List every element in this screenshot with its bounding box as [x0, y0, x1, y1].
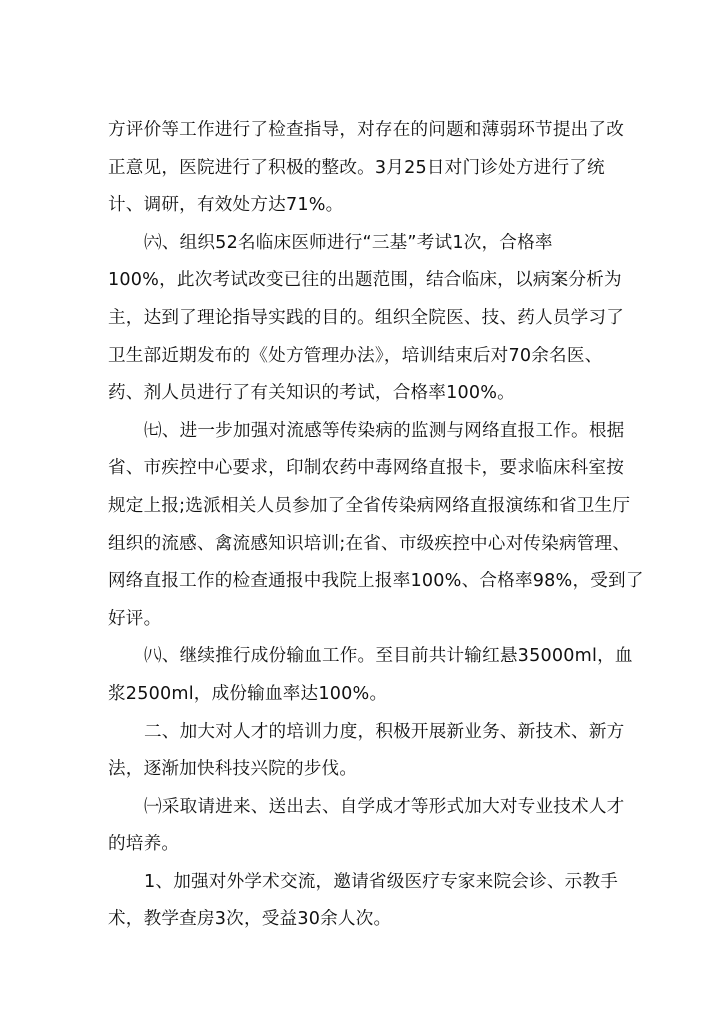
- paragraph: [108, 112, 633, 225]
- text-line: 100%，此次考试改变已往的出题范围，结合临床，以病案分析为: [108, 270, 622, 291]
- text-line: 好评。: [108, 608, 162, 629]
- text-line: 术，教学查房3次，受益30余人次。: [108, 909, 392, 930]
- text-line: ㈠采取请进来、送出去、自学成才等形式加大对专业技术人才: [144, 796, 625, 817]
- text-line: 法，逐渐加快科技兴院的步伐。: [108, 759, 358, 780]
- paragraph: [108, 864, 633, 939]
- paragraph: [108, 638, 633, 713]
- text-line: 组织的流感、禽流感知识培训;在省、市级疾控中心对传染病管理、: [108, 533, 631, 554]
- text-line: 1、加强对外学术交流，邀请省级医疗专家来院会诊、示教手: [144, 871, 619, 892]
- paragraph: [108, 714, 633, 789]
- text-line: 卫生部近期发布的《处方管理办法》，培训结束后对70余名医、: [108, 345, 603, 366]
- document-body: [108, 112, 644, 939]
- text-line: 规定上报;选派相关人员参加了全省传染病网络直报演练和省卫生厅: [108, 495, 631, 516]
- paragraph: [108, 225, 633, 413]
- text-line: ㈧、继续推行成份输血工作。至目前共计输红悬35000ml，血: [144, 646, 633, 667]
- paragraph: [108, 413, 644, 639]
- text-line: 网络直报工作的检查通报中我院上报率100%、合格率98%，受到了: [108, 571, 644, 592]
- text-line: 的培养。: [108, 834, 180, 855]
- text-line: 计、调研，有效处方达71%。: [108, 195, 344, 216]
- text-line: ㈦、进一步加强对流感等传染病的监测与网络直报工作。根据: [144, 420, 625, 441]
- text-line: 主，达到了理论指导实践的目的。组织全院医、技、药人员学习了: [108, 307, 625, 328]
- text-line: ㈥、组织52名临床医师进行“三基”考试1次，合格率: [144, 232, 553, 253]
- text-line: 正意见，医院进行了积极的整改。3月25日对门诊处方进行了统: [108, 157, 605, 178]
- text-line: 二、加大对人才的培训力度，积极开展新业务、新技术、新方: [144, 721, 625, 742]
- text-line: 方评价等工作进行了检查指导，对存在的问题和薄弱环节提出了改: [108, 120, 625, 140]
- paragraph: [108, 789, 633, 864]
- text-line: 药、剂人员进行了有关知识的考试，合格率100%。: [108, 383, 515, 404]
- text-line: 省、市疾控中心要求，印制农药中毒网络直报卡，要求临床科室按: [108, 458, 625, 479]
- text-line: 浆2500ml，成份输血率达100%。: [108, 683, 388, 704]
